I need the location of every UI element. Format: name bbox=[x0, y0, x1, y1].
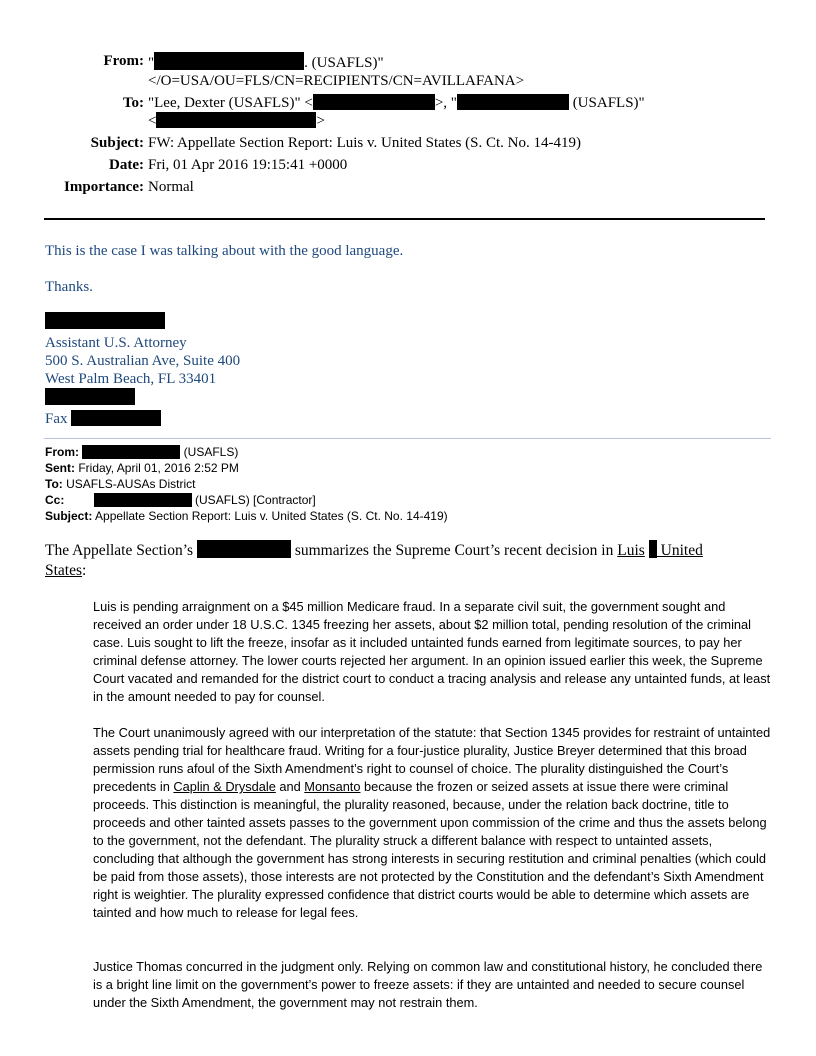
redaction-block bbox=[94, 493, 192, 507]
fwd-to-label: To: bbox=[45, 477, 63, 491]
email-header bbox=[40, 52, 780, 196]
intro-paragraph: The Appellate Section’s summarizes the Supreme Court’s recent decision in Luis United States: bbox=[45, 542, 703, 579]
header-date: Fri, 01 Apr 2016 19:15:41 +0000 bbox=[148, 157, 348, 173]
fwd-cc-label: Cc: bbox=[45, 493, 65, 507]
header-subject-label: Subject: bbox=[90, 135, 144, 151]
header-importance-label: Importance: bbox=[64, 179, 144, 195]
header-from-label: From: bbox=[103, 53, 144, 69]
fwd-sent-label: Sent: bbox=[45, 461, 75, 475]
redaction-block bbox=[82, 445, 180, 459]
signature-title: Assistant U.S. Attorney bbox=[45, 335, 187, 351]
fwd-subject-label: Subject: bbox=[45, 509, 93, 523]
redaction-block bbox=[649, 540, 657, 558]
signature-fax-label: Fax bbox=[45, 411, 68, 427]
note-line-2: Thanks. bbox=[45, 279, 93, 295]
fwd-to: USAFLS-AUSAs District bbox=[66, 477, 196, 491]
header-to-label: To: bbox=[122, 95, 144, 111]
fwd-subject: Appellate Section Report: Luis v. United States (S. Ct. No. 14-419) bbox=[95, 509, 448, 523]
caplin-link[interactable]: Caplin & Drysdale bbox=[173, 779, 276, 794]
signature-address-1: 500 S. Australian Ave, Suite 400 bbox=[45, 353, 241, 369]
header-from-row: From: " . (USAFLS)" </O=USA/OU=FLS/CN=RECIPIENTS/CN=AVILLAFANA> bbox=[40, 52, 780, 90]
header-to-row: To: "Lee, Dexter (USAFLS)" < >, " (USAFLS)" < > bbox=[40, 94, 780, 130]
header-from-suffix: . (USAFLS)" bbox=[304, 55, 384, 71]
header-divider bbox=[44, 218, 765, 220]
forwarded-header bbox=[45, 444, 448, 524]
header-date-label: Date: bbox=[109, 157, 144, 173]
redaction-block bbox=[197, 540, 291, 558]
fwd-from-label: From: bbox=[45, 445, 79, 459]
paragraph-2: The Court unanimously agreed with our interpretation of the statute: that Section 1345 provides for restraint of untainted assets pending trial for healthcare fraud. Writing for a four-justice plurality, Justice Breyer determined that this broad permission runs afoul of the Sixth Amendment’s right to counsel of choice. The plurality distinguished the Court’s precedents in Caplin & Drysdale and Monsanto because the frozen or seized assets at issue there were criminal proceeds. This distinction is meaningful, the plurality reasoned, because, under the relation back doctrine, title to proceeds and other tainted assets passes to the government upon commission of the crime and thus the assets belong to the government, not the defendant. The plurality struck a different balance with respect to untainted assets, concluding that although the government has strong interests in securing restitution and criminal penalties (which could be paid from those assets), those interests are not protected by the Constitution and the defendant’s Sixth Amendment right is weightier. The plurality expressed confidence that district courts would be able to determine which assets are tainted and how much to release for legal fees. bbox=[93, 725, 771, 920]
monsanto-link[interactable]: Monsanto bbox=[304, 779, 361, 794]
paragraph-3: Justice Thomas concurred in the judgment only. Relying on common law and constitutional history, he concluded there is a bright line limit on the government’s power to freeze assets: if they are untainted and needed to secure counsel under the Sixth Amendment, the government may not restrain them. bbox=[93, 959, 763, 1010]
header-date-row bbox=[40, 156, 780, 174]
redaction-block bbox=[71, 410, 161, 426]
paragraph-1: Luis is pending arraignment on a $45 million Medicare fraud. In a separate civil suit, the government sought and received an order under 18 U.S.C. 1345 freezing her assets, about $2 million total, pending resolution of the criminal case. Luis sought to lift the freeze, insofar as it included untainted funds earned from legitimate sources, to pay her criminal defense attorney. The lower courts rejected her argument. In an opinion issued earlier this week, the Supreme Court vacated and remanded for the district court to conduct a tracing analysis and release any untainted funds, at least in the amount needed to pay for counsel. bbox=[93, 599, 771, 704]
redaction-block bbox=[457, 94, 569, 110]
fwd-cc-suffix: (USAFLS) [Contractor] bbox=[191, 493, 316, 507]
header-to-second-suffix: (USAFLS)" bbox=[568, 95, 645, 111]
note-line-1: This is the case I was talking about with the good language. bbox=[45, 243, 404, 259]
redaction-block bbox=[45, 312, 165, 329]
header-importance: Normal bbox=[148, 179, 194, 195]
header-from-address: </O=USA/OU=FLS/CN=RECIPIENTS/CN=AVILLAFANA> bbox=[148, 73, 525, 89]
header-to-first: "Lee, Dexter (USAFLS)" < bbox=[148, 95, 313, 111]
redaction-block bbox=[156, 112, 316, 128]
header-subject-row bbox=[40, 134, 780, 152]
signature-block bbox=[45, 312, 240, 428]
header-importance-row bbox=[40, 178, 780, 196]
fwd-from-suffix: (USAFLS) bbox=[180, 445, 239, 459]
header-subject: FW: Appellate Section Report: Luis v. United States (S. Ct. No. 14-419) bbox=[148, 135, 582, 151]
redaction-block bbox=[313, 94, 435, 110]
redaction-block bbox=[45, 388, 135, 405]
case-link[interactable]: Luis United States bbox=[45, 542, 703, 579]
forward-divider bbox=[44, 438, 771, 439]
fwd-sent: Friday, April 01, 2016 2:52 PM bbox=[78, 461, 239, 475]
signature-address-2: West Palm Beach, FL 33401 bbox=[45, 371, 217, 387]
redaction-block bbox=[154, 52, 304, 70]
